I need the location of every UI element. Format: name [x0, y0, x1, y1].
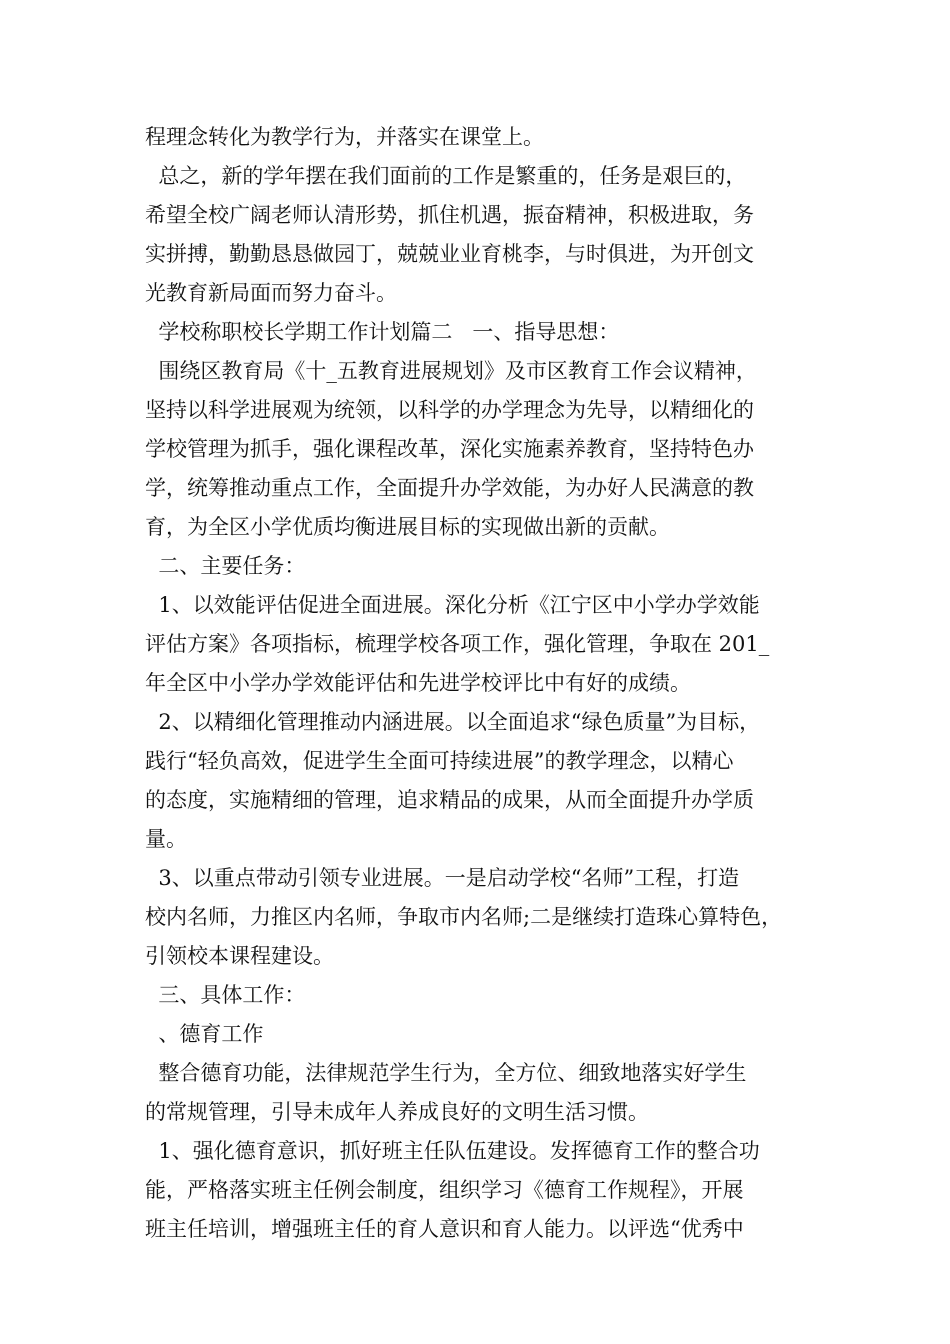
text-line: 评估方案》各项指标，梳理学校各项工作，强化管理，争取在 201_ — [145, 632, 770, 656]
text-line: 2、以精细化管理推动内涵进展。以全面追求“绿色质量”为目标， — [145, 710, 761, 734]
text-line: 围绕区教育局《十_五教育进展规划》及市区教育工作会议精神， — [145, 359, 757, 383]
text-line: 量。 — [145, 827, 187, 851]
text-line: 践行“轻负高效，促进学生全面可持续进展”的教学理念，以精心 — [145, 749, 734, 773]
text-line: 实拼搏，勤勤恳恳做园丁，兢兢业业育桃李，与时俱进，为开创文 — [145, 242, 754, 266]
text-line: 二、主要任务： — [145, 554, 306, 578]
text-line: 学校称职校长学期工作计划篇二 一、指导思想： — [145, 320, 620, 344]
text-line: 的态度，实施精细的管理，追求精品的成果，从而全面提升办学质 — [145, 788, 754, 812]
text-line: 、德育工作 — [145, 1022, 264, 1046]
text-line: 程理念转化为教学行为，并落实在课堂上。 — [145, 125, 544, 149]
text-line: 校内名师，力推区内名师，争取市内名师;二是继续打造珠心算特色， — [145, 905, 783, 929]
text-line: 育，为全区小学优质均衡进展目标的实现做出新的贡献。 — [145, 515, 670, 539]
text-line: 希望全校广阔老师认清形势，抓住机遇，振奋精神，积极进取，务 — [145, 203, 754, 227]
text-line: 3、以重点带动引领专业进展。一是启动学校“名师”工程，打造 — [145, 866, 740, 890]
text-line: 学，统筹推动重点工作，全面提升办学效能，为办好人民满意的教 — [145, 476, 754, 500]
text-line: 班主任培训，增强班主任的育人意识和育人能力。以评选“优秀中 — [145, 1217, 744, 1241]
text-line: 整合德育功能，法律规范学生行为，全方位、细致地落实好学生 — [145, 1061, 747, 1085]
text-line: 光教育新局面而努力奋斗。 — [145, 281, 397, 305]
text-line: 年全区中小学办学效能评估和先进学校评比中有好的成绩。 — [145, 671, 691, 695]
text-line: 学校管理为抓手，强化课程改革，深化实施素养教育，坚持特色办 — [145, 437, 754, 461]
text-line: 1、强化德育意识，抓好班主任队伍建设。发挥德育工作的整合功 — [145, 1139, 760, 1163]
text-line: 能，严格落实班主任例会制度，组织学习《德育工作规程》，开展 — [145, 1178, 744, 1202]
document-body — [145, 118, 825, 1249]
text-line: 总之，新的学年摆在我们面前的工作是繁重的，任务是艰巨的， — [145, 164, 747, 188]
text-line: 引领校本课程建设。 — [145, 944, 334, 968]
text-line: 的常规管理，引导未成年人养成良好的文明生活习惯。 — [145, 1100, 649, 1124]
text-line: 1、以效能评估促进全面进展。深化分析《江宁区中小学办学效能 — [145, 593, 760, 617]
text-line: 三、具体工作： — [145, 983, 306, 1007]
text-line: 坚持以科学进展观为统领，以科学的办学理念为先导，以精细化的 — [145, 398, 754, 422]
